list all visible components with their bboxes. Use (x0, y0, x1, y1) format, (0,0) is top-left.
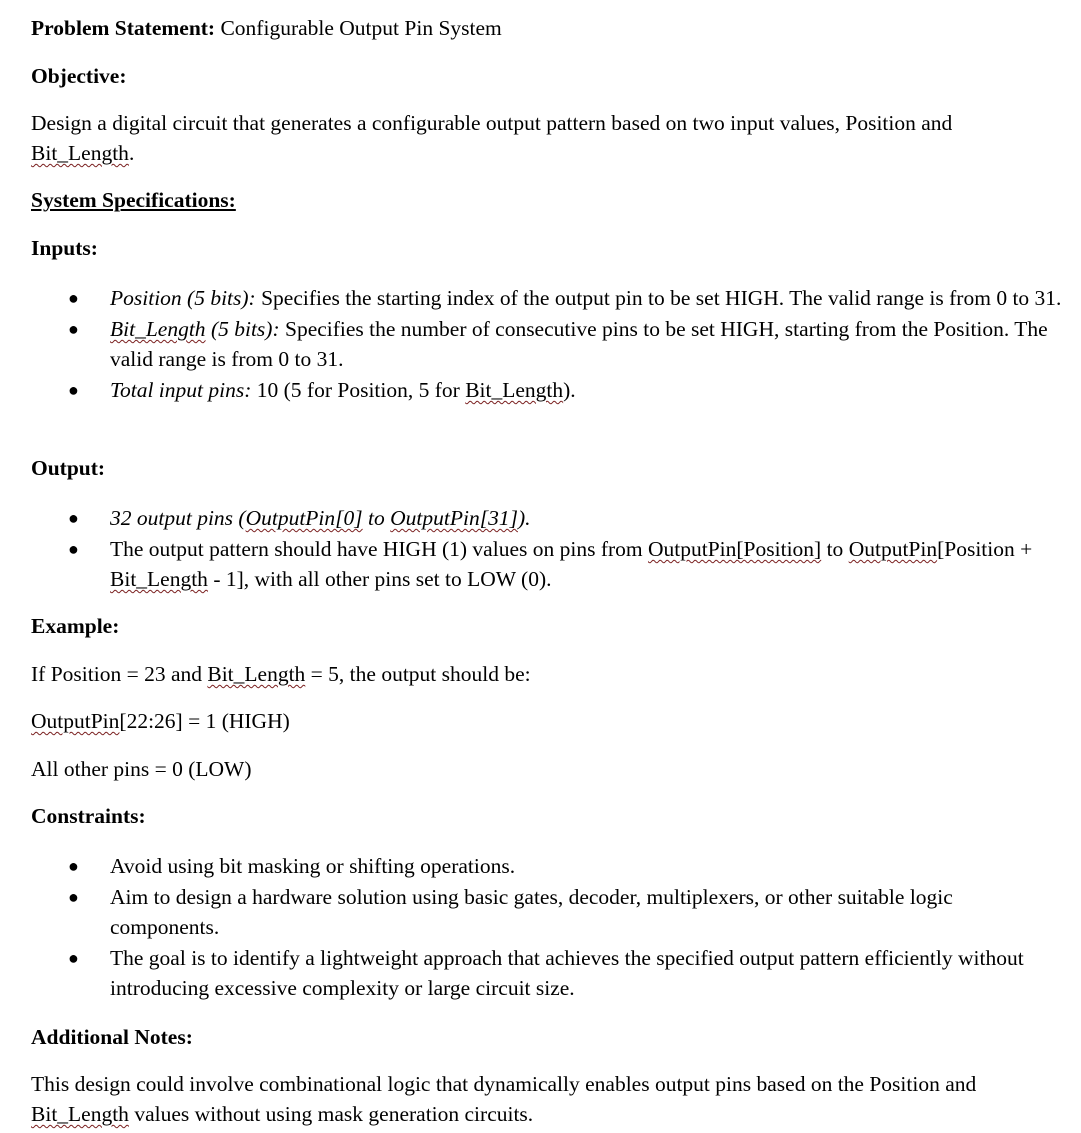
input-item-text: Specifies the number of consecutive pins to be set HIGH, starting from the Position. The valid range is from 0 to 31. (110, 317, 1048, 371)
output-item-to: to (362, 506, 391, 530)
list-item (31, 851, 1066, 881)
objective-text (31, 108, 1056, 168)
constraint-text: The goal is to identify a lightweight approach that achieves the specified output pattern efficiently without introducing excessive complexity or large circuit size. (110, 946, 1024, 1000)
bullet-icon: ● (68, 539, 79, 559)
bullet-icon: ● (68, 380, 79, 400)
output-item-end: - 1], with all other pins set to LOW (0). (207, 567, 552, 591)
example-line-2 (31, 706, 290, 736)
constraint-text: Avoid using bit masking or shifting operations. (110, 854, 516, 878)
output-item-to: to (821, 537, 849, 561)
notes-text-c: values without using mask generation circuits. (128, 1102, 534, 1126)
notes-text-a: This design could involve combinational logic that dynamically enables output pins based on the Position and (31, 1072, 977, 1096)
example-output-range: [22:26] = 1 (HIGH) (119, 709, 290, 733)
system-specifications-heading: System Specifications: (31, 188, 236, 212)
example-output-pin: OutputPin (31, 709, 120, 733)
bullet-icon: ● (68, 288, 79, 308)
example-text-c: = 5, the output should be: (305, 662, 531, 686)
input-item-label-suffix: (5 bits): (205, 317, 280, 341)
output-bit-length: Bit_Length (110, 567, 208, 591)
input-item-label: Bit_Length (110, 317, 206, 341)
bullet-icon: ● (68, 508, 79, 528)
list-item (31, 534, 1066, 594)
list-item (31, 314, 1066, 374)
objective-bit-length: Bit_Length (31, 141, 129, 165)
input-item-text: 10 (5 for Position, 5 for (251, 378, 466, 402)
output-heading: Output: (31, 456, 106, 480)
example-text-a: If Position = 23 and (31, 662, 208, 686)
example-line-3: All other pins = 0 (LOW) (31, 757, 252, 781)
example-heading: Example: (31, 614, 120, 638)
constraint-text: Aim to design a hardware solution using basic gates, decoder, multiplexers, or other suitable logic components. (110, 885, 953, 939)
objective-text-c: . (128, 141, 135, 165)
output-item-end: ). (517, 506, 531, 530)
example-line-1 (31, 659, 531, 689)
notes-bit-length: Bit_Length (31, 1102, 129, 1126)
inputs-heading: Inputs: (31, 236, 98, 260)
problem-statement-line (31, 13, 502, 43)
bullet-icon: ● (68, 887, 79, 907)
example-bit-length: Bit_Length (207, 662, 306, 686)
list-item (31, 375, 1066, 405)
bullet-icon: ● (68, 948, 79, 968)
list-item (31, 943, 1066, 1003)
output-pin-position: OutputPin[Position] (647, 537, 822, 561)
bullet-icon: ● (68, 856, 79, 876)
output-pin-0: OutputPin[0] (245, 506, 363, 530)
input-item-label: Position (5 bits): (110, 286, 256, 310)
output-item-expr: [Position + (937, 537, 1033, 561)
objective-text-a: Design a digital circuit that generates a configurable output pattern based on two input values, Position and (31, 111, 953, 135)
list-item (31, 503, 1066, 533)
output-item-text: The output pattern should have HIGH (1) values on pins from (110, 537, 648, 561)
constraints-list (31, 851, 1066, 1004)
list-item (31, 882, 1066, 942)
output-item-text: 32 output pins ( (110, 506, 246, 530)
additional-notes-text (31, 1069, 1056, 1129)
input-item-label: Total input pins: (110, 378, 252, 402)
inputs-list (31, 283, 1066, 406)
problem-statement-label: Problem Statement: (31, 16, 216, 40)
output-pin-31: OutputPin[31] (390, 506, 518, 530)
input-item-text: Specifies the starting index of the output pin to be set HIGH. The valid range is from 0 to 31. (255, 286, 1062, 310)
constraints-heading: Constraints: (31, 804, 146, 828)
additional-notes-heading: Additional Notes: (31, 1025, 193, 1049)
list-item (31, 283, 1066, 313)
input-item-bit-length: Bit_Length (465, 378, 564, 402)
bullet-icon: ● (68, 319, 79, 339)
objective-heading: Objective: (31, 64, 127, 88)
problem-statement-title: Configurable Output Pin System (220, 16, 502, 40)
output-pin-ref: OutputPin (848, 537, 938, 561)
output-list (31, 503, 1066, 595)
input-item-text-end: ). (563, 378, 576, 402)
